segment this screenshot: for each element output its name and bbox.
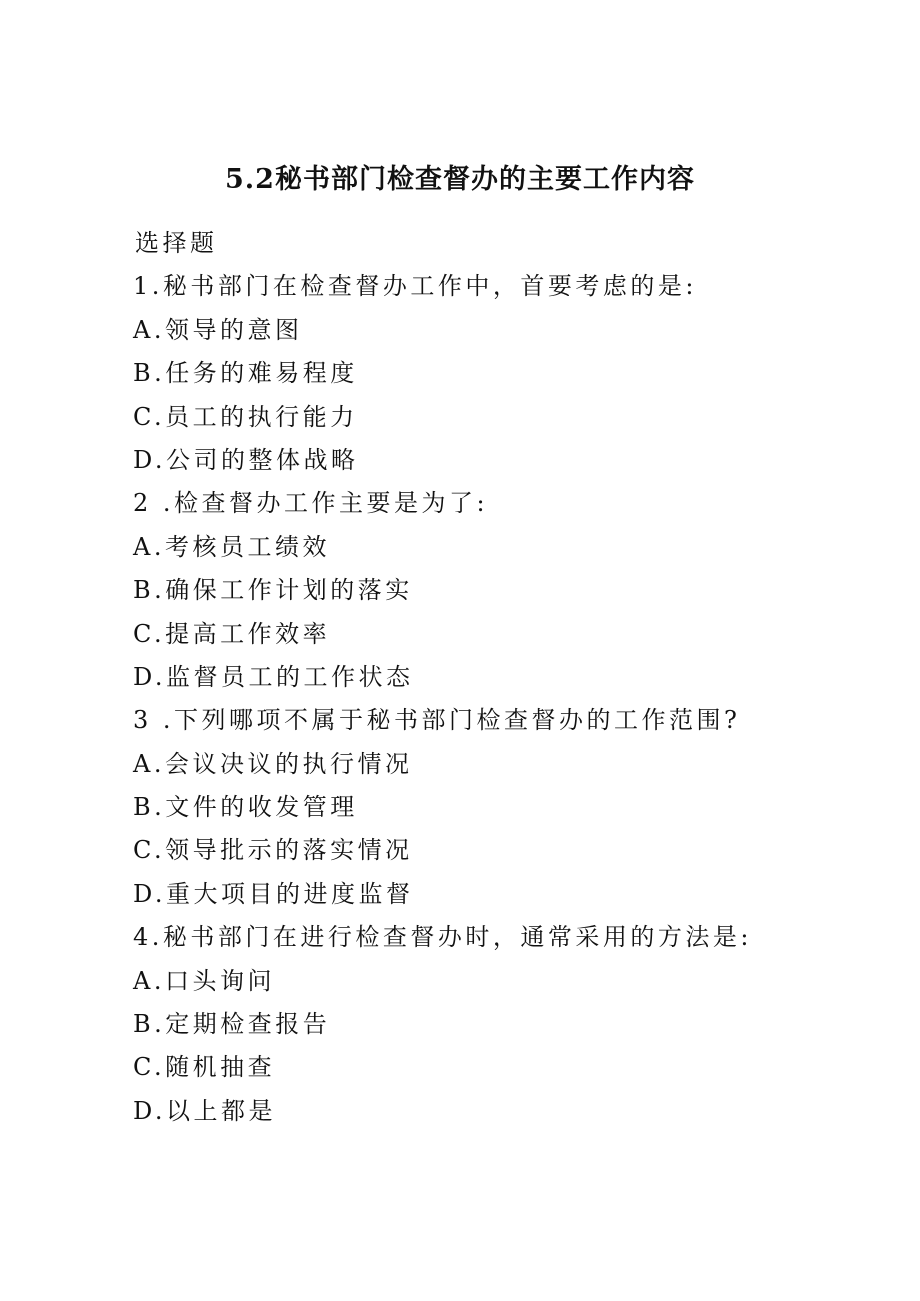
option-c: C.领导批示的落实情况: [133, 836, 413, 865]
option-a: A.考核员工绩效: [133, 532, 330, 561]
question-stem: 2 .检查督办工作主要是为了:: [133, 489, 489, 518]
question-1: [133, 265, 893, 482]
option-d: D.监督员工的工作状态: [133, 662, 414, 691]
question-stem: 1.秘书部门在检查督办工作中，首要考虑的是:: [133, 272, 697, 301]
option-c: C.员工的执行能力: [133, 402, 358, 431]
question-2: [133, 482, 893, 699]
option-d: D.公司的整体战略: [133, 445, 359, 474]
option-c: C.提高工作效率: [133, 619, 331, 648]
section-heading: 选择题: [135, 229, 218, 257]
option-a: A.口头询问: [133, 966, 275, 995]
option-d: D.重大项目的进度监督: [133, 879, 414, 908]
document-title: 5.2秘书部门检查督办的主要工作内容: [225, 164, 695, 195]
question-stem: 3 .下列哪项不属于秘书部门检查督办的工作范围?: [133, 706, 741, 735]
question-3: [133, 699, 893, 916]
option-b: B.任务的难易程度: [133, 359, 358, 388]
option-d: D.以上都是: [133, 1096, 277, 1125]
option-b: B.文件的收发管理: [133, 793, 358, 822]
question-4: [133, 916, 893, 1133]
option-a: A.会议决议的执行情况: [133, 749, 413, 778]
option-a: A.领导的意图: [133, 315, 303, 344]
question-stem: 4.秘书部门在进行检查督办时，通常采用的方法是:: [133, 923, 752, 952]
option-b: B.定期检查报告: [133, 1010, 331, 1039]
document-content: [133, 222, 893, 1133]
option-b: B.确保工作计划的落实: [133, 576, 413, 605]
option-c: C.随机抽查: [133, 1053, 276, 1082]
